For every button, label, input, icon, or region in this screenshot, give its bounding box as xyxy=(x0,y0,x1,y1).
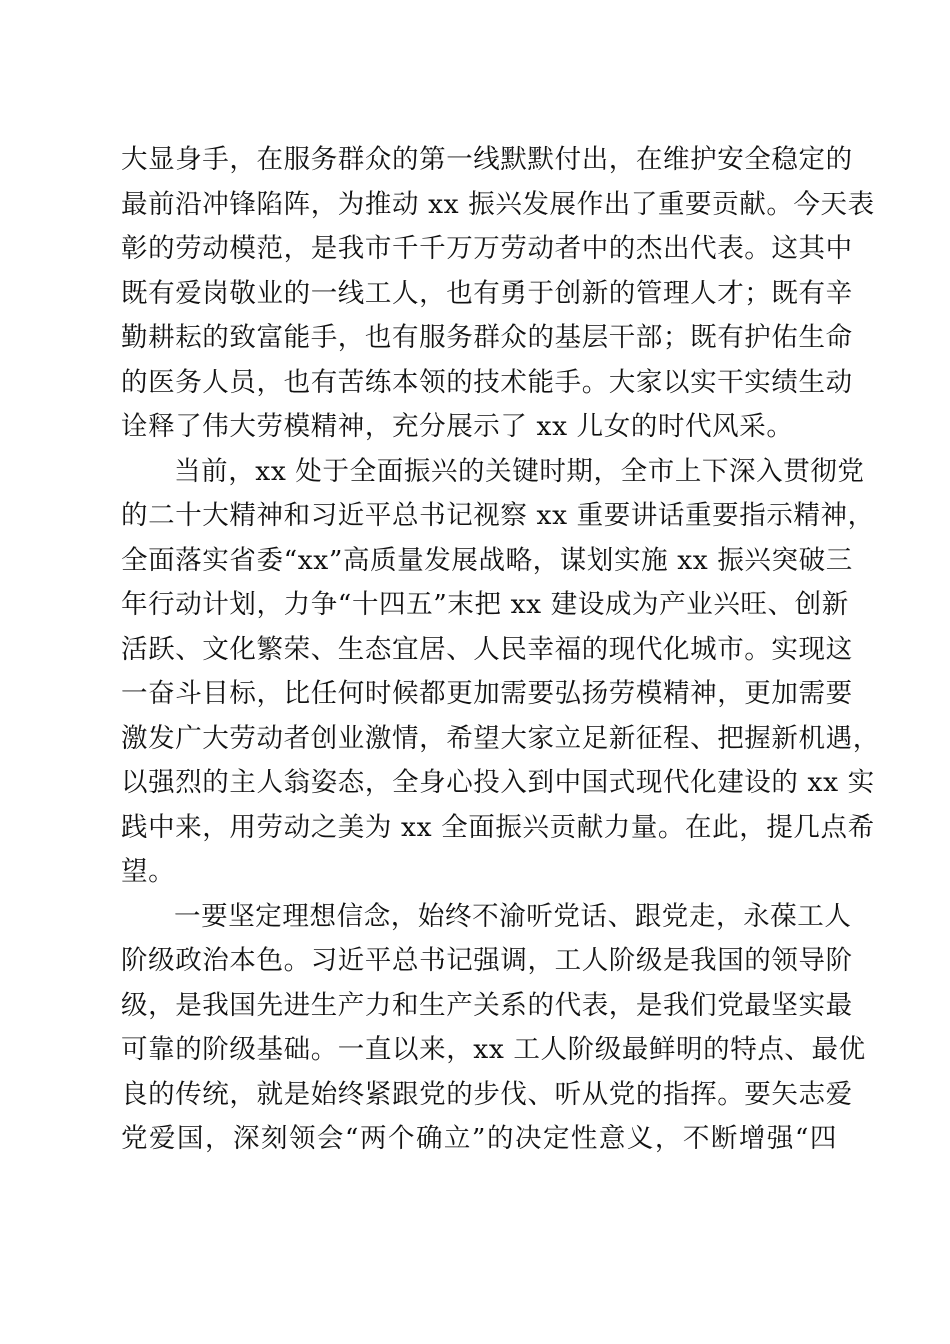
text-line: 可靠的阶级基础。一直以来，xx 工人阶级最鲜明的特点、最优 xyxy=(121,1034,866,1065)
text-line: 践中来，用劳动之美为 xx 全面振兴贡献力量。在此，提几点希 xyxy=(121,811,875,843)
text-line: 既有爱岗敬业的一线工人，也有勇于创新的管理人才；既有辛 xyxy=(121,277,853,309)
text-line: 级，是我国先进生产力和生产关系的代表，是我们党最坚实最 xyxy=(121,989,853,1021)
text-line: 以强烈的主人翁姿态，全身心投入到中国式现代化建设的 xx 实 xyxy=(121,767,875,798)
text-line: 全面落实省委“xx”高质量发展战略，谋划实施 xx 振兴突破三 xyxy=(121,544,853,576)
text-line: 的医务人员，也有苦练本领的技术能手。大家以实干实绩生动 xyxy=(121,366,853,398)
text-line: 活跃、文化繁荣、生态宜居、人民幸福的现代化城市。实现这 xyxy=(121,633,853,665)
text-line: 诠释了伟大劳模精神，充分展示了 xx 儿女的时代风采。 xyxy=(121,411,794,442)
text-line: 良的传统，就是始终紧跟党的步伐、听从党的指挥。要矢志爱 xyxy=(121,1078,853,1110)
body-text xyxy=(121,138,880,1162)
text-line: 的二十大精神和习近平总书记视察 xx 重要讲话重要指示精神， xyxy=(121,500,875,531)
text-line: 一奋斗目标，比任何时候都更加需要弘扬劳模精神，更加需要 xyxy=(121,678,853,709)
text-line: 最前沿冲锋陷阵，为推动 xx 振兴发展作出了重要贡献。今天表 xyxy=(121,188,875,220)
text-line: 彰的劳动模范，是我市千千万万劳动者中的杰出代表。这其中 xyxy=(121,233,853,264)
text-line: 党爱国，深刻领会“两个确立”的决定性意义，不断增强“四 xyxy=(121,1123,837,1154)
text-line: 大显身手，在服务群众的第一线默默付出，在维护安全稳定的 xyxy=(121,144,853,175)
text-line: 勤耕耘的致富能手，也有服务群众的基层干部；既有护佑生命 xyxy=(121,322,853,353)
paragraph-first-line: 当前，xx 处于全面振兴的关键时期，全市上下深入贯彻党 xyxy=(174,455,865,487)
text-line: 年行动计划，力争“十四五”末把 xx 建设成为产业兴旺、创新 xyxy=(121,589,849,620)
paragraph-first-line: 一要坚定理想信念，始终不渝听党话、跟党走，永葆工人 xyxy=(174,900,852,932)
text-line: 激发广大劳动者创业激情，希望大家立足新征程、把握新机遇， xyxy=(121,722,880,754)
text-line: 望。 xyxy=(121,856,176,887)
text-line: 阶级政治本色。习近平总书记强调，工人阶级是我国的领导阶 xyxy=(121,945,853,976)
